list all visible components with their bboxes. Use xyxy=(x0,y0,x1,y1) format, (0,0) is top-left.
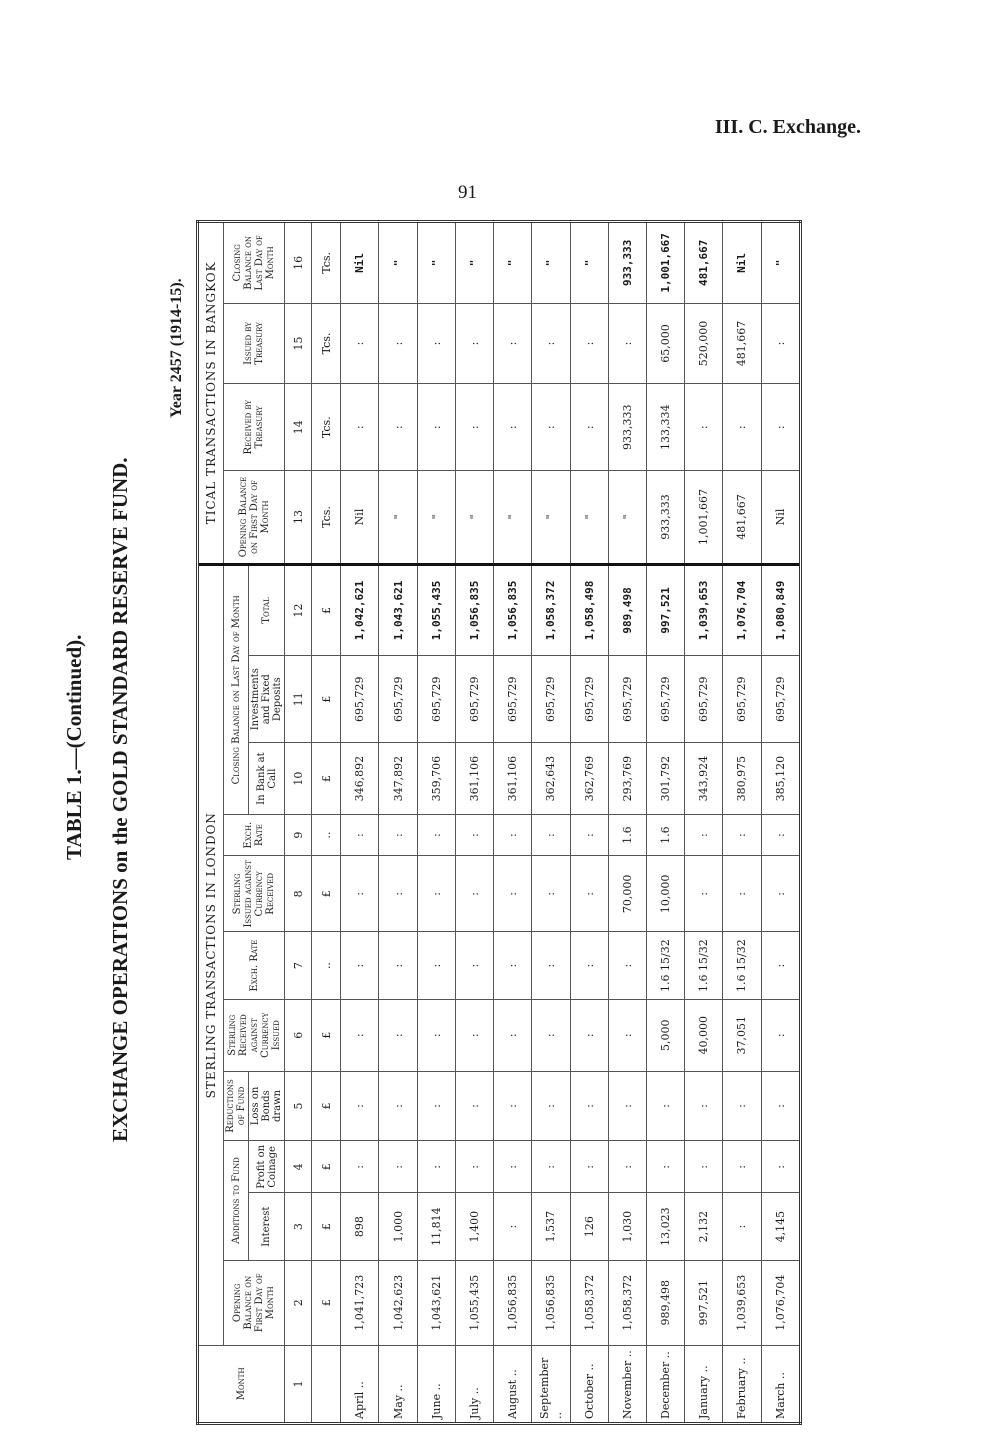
value-cell-c16: " xyxy=(379,222,417,304)
value-cell-c15: : xyxy=(570,303,608,383)
unit-cell: .. xyxy=(312,932,341,999)
value-cell-c10: 362,643 xyxy=(532,743,570,815)
header-investments: Investments and Fixed Deposits xyxy=(249,656,285,743)
col-number: 9 xyxy=(285,814,312,855)
value-cell-c13: " xyxy=(379,471,417,565)
header-tical-closing: Closing Balance on Last Day of Month xyxy=(224,222,285,304)
value-cell-c7: 1.6 15/32 xyxy=(685,932,723,999)
value-cell-c7: 1.6 15/32 xyxy=(723,932,761,999)
value-cell-c16: Nil xyxy=(341,222,379,304)
table-row xyxy=(685,222,723,1424)
value-cell-c11: 695,729 xyxy=(685,656,723,743)
value-cell-c6: : xyxy=(455,999,493,1071)
value-cell-c7: : xyxy=(341,932,379,999)
value-cell-c12: 1,056,835 xyxy=(494,564,532,655)
value-cell-c6: 37,051 xyxy=(723,999,761,1071)
header-tical-issued: Issued by Treasury xyxy=(224,303,285,383)
value-cell-c4: : xyxy=(455,1141,493,1193)
col-number: 12 xyxy=(285,564,312,655)
value-cell-c8: : xyxy=(532,856,570,932)
value-cell-c16: 933,333 xyxy=(608,222,646,304)
table-row xyxy=(608,222,646,1424)
header-month: Month xyxy=(198,1345,285,1423)
value-cell-c5: : xyxy=(417,1071,455,1141)
header-exch-rate-9: Exch. Rate xyxy=(224,814,285,855)
value-cell-c12: 1,080,849 xyxy=(761,564,800,655)
value-cell-c7: : xyxy=(417,932,455,999)
value-cell-c3: 13,023 xyxy=(646,1193,684,1260)
col-number: 16 xyxy=(285,222,312,304)
col-number: 4 xyxy=(285,1141,312,1193)
value-cell-c15: : xyxy=(761,303,800,383)
month-cell: June .. xyxy=(417,1345,455,1423)
value-cell-c13: 933,333 xyxy=(646,471,684,565)
value-cell-c7: : xyxy=(532,932,570,999)
unit-cell: £ xyxy=(312,1193,341,1260)
value-cell-c9: : xyxy=(341,814,379,855)
header-interest: Interest xyxy=(249,1193,285,1260)
value-cell-c16: " xyxy=(494,222,532,304)
col-number: 8 xyxy=(285,856,312,932)
header-in-bank: In Bank at Call xyxy=(249,743,285,815)
value-cell-c15: : xyxy=(455,303,493,383)
value-cell-c9: 1.6 xyxy=(646,814,684,855)
header-reductions: Reductions of Fund xyxy=(224,1071,249,1141)
value-cell-c13: " xyxy=(532,471,570,565)
value-cell-c4: : xyxy=(723,1141,761,1193)
value-cell-c14: : xyxy=(379,384,417,471)
col-number: 11 xyxy=(285,656,312,743)
value-cell-c12: 997,521 xyxy=(646,564,684,655)
value-cell-c6: 40,000 xyxy=(685,999,723,1071)
value-cell-c9: 1.6 xyxy=(608,814,646,855)
value-cell-c7: : xyxy=(570,932,608,999)
value-cell-c10: 361,106 xyxy=(494,743,532,815)
value-cell-c13: " xyxy=(608,471,646,565)
value-cell-c10: 346,892 xyxy=(341,743,379,815)
value-cell-c9: : xyxy=(494,814,532,855)
value-cell-c11: 695,729 xyxy=(494,656,532,743)
value-cell-c16: 1,001,667 xyxy=(646,222,684,304)
value-cell-c6: : xyxy=(608,999,646,1071)
column-number-row xyxy=(285,222,312,1424)
value-cell-c8: : xyxy=(417,856,455,932)
month-cell: October .. xyxy=(570,1345,608,1423)
value-cell-c14: : xyxy=(532,384,570,471)
value-cell-c10: 361,106 xyxy=(455,743,493,815)
value-cell-c7: : xyxy=(494,932,532,999)
col-number: 15 xyxy=(285,303,312,383)
units-row xyxy=(312,222,341,1424)
value-cell-c3: 126 xyxy=(570,1193,608,1260)
header-sterling-received: Sterling Received against Currency Issued xyxy=(224,999,285,1071)
value-cell-c12: 1,039,653 xyxy=(685,564,723,655)
header-sterling-issued: Sterling Issued against Currency Received xyxy=(224,856,285,932)
value-cell-c3: 1,030 xyxy=(608,1193,646,1260)
table-title: TABLE 1.—(Continued). xyxy=(62,634,86,860)
value-cell-c7: 1.6 15/32 xyxy=(646,932,684,999)
value-cell-c11: 695,729 xyxy=(455,656,493,743)
value-cell-c16: Nil xyxy=(723,222,761,304)
value-cell-c4: : xyxy=(608,1141,646,1193)
value-cell-c9: : xyxy=(532,814,570,855)
value-cell-c8: : xyxy=(761,856,800,932)
value-cell-c4: : xyxy=(494,1141,532,1193)
unit-cell: £ xyxy=(312,564,341,655)
header-london-section: STERLING TRANSACTIONS IN LONDON xyxy=(198,564,224,1345)
value-cell-c11: 695,729 xyxy=(723,656,761,743)
value-cell-c4: : xyxy=(685,1141,723,1193)
col-number: 1 xyxy=(285,1345,312,1423)
value-cell-c10: 385,120 xyxy=(761,743,800,815)
col-number: 14 xyxy=(285,384,312,471)
header-bangkok-section: TICAL TRANSACTIONS IN BANGKOK xyxy=(198,222,224,565)
value-cell-c2: 989,498 xyxy=(646,1260,684,1345)
value-cell-c9: : xyxy=(723,814,761,855)
value-cell-c2: 1,055,435 xyxy=(455,1260,493,1345)
value-cell-c12: 1,058,372 xyxy=(532,564,570,655)
value-cell-c2: 1,043,621 xyxy=(417,1260,455,1345)
value-cell-c15: : xyxy=(608,303,646,383)
value-cell-c5: : xyxy=(608,1071,646,1141)
value-cell-c7: : xyxy=(761,932,800,999)
section-header: III. C. Exchange. xyxy=(714,116,861,138)
value-cell-c11: 695,729 xyxy=(570,656,608,743)
value-cell-c12: 1,043,621 xyxy=(379,564,417,655)
header-tical-received: Received by Treasury xyxy=(224,384,285,471)
value-cell-c15: 65,000 xyxy=(646,303,684,383)
table-row xyxy=(646,222,684,1424)
value-cell-c7: : xyxy=(379,932,417,999)
year-label: Year 2457 (1914-15). xyxy=(168,278,185,418)
value-cell-c8: : xyxy=(379,856,417,932)
value-cell-c8: : xyxy=(570,856,608,932)
value-cell-c5: : xyxy=(455,1071,493,1141)
value-cell-c3: : xyxy=(494,1193,532,1260)
value-cell-c16: " xyxy=(417,222,455,304)
value-cell-c5: : xyxy=(723,1071,761,1141)
month-cell: April .. xyxy=(341,1345,379,1423)
table-row xyxy=(532,222,570,1424)
value-cell-c2: 1,058,372 xyxy=(570,1260,608,1345)
value-cell-c16: 481,667 xyxy=(685,222,723,304)
rotated-table-container xyxy=(196,220,802,1425)
unit-cell: Tcs. xyxy=(312,222,341,304)
value-cell-c5: : xyxy=(761,1071,800,1141)
value-cell-c8: : xyxy=(341,856,379,932)
value-cell-c11: 695,729 xyxy=(417,656,455,743)
month-cell: December .. xyxy=(646,1345,684,1423)
table-row xyxy=(494,222,532,1424)
value-cell-c2: 1,042,623 xyxy=(379,1260,417,1345)
month-cell: February .. xyxy=(723,1345,761,1423)
value-cell-c8: : xyxy=(685,856,723,932)
unit-cell: £ xyxy=(312,999,341,1071)
value-cell-c13: 1,001,667 xyxy=(685,471,723,565)
col-number: 2 xyxy=(285,1260,312,1345)
value-cell-c15: : xyxy=(532,303,570,383)
value-cell-c5: : xyxy=(341,1071,379,1141)
value-cell-c9: : xyxy=(761,814,800,855)
value-cell-c8: : xyxy=(494,856,532,932)
value-cell-c15: 520,000 xyxy=(685,303,723,383)
value-cell-c15: : xyxy=(379,303,417,383)
value-cell-c2: 1,056,835 xyxy=(494,1260,532,1345)
value-cell-c11: 695,729 xyxy=(532,656,570,743)
value-cell-c3: 1,400 xyxy=(455,1193,493,1260)
value-cell-c5: : xyxy=(494,1071,532,1141)
value-cell-c14: : xyxy=(455,384,493,471)
value-cell-c13: " xyxy=(455,471,493,565)
table-row xyxy=(341,222,379,1424)
header-tical-opening: Opening Balance on First Day of Month xyxy=(224,471,285,565)
value-cell-c12: 1,076,704 xyxy=(723,564,761,655)
exchange-table xyxy=(196,220,802,1425)
col-number: 10 xyxy=(285,743,312,815)
page-number: 91 xyxy=(458,182,477,203)
table-row xyxy=(761,222,800,1424)
value-cell-c16: " xyxy=(532,222,570,304)
month-cell: March .. xyxy=(761,1345,800,1423)
month-cell: January .. xyxy=(685,1345,723,1423)
value-cell-c2: 1,058,372 xyxy=(608,1260,646,1345)
value-cell-c11: 695,729 xyxy=(379,656,417,743)
table-row xyxy=(455,222,493,1424)
value-cell-c7: : xyxy=(455,932,493,999)
value-cell-c2: 997,521 xyxy=(685,1260,723,1345)
unit-cell: £ xyxy=(312,1141,341,1193)
value-cell-c14: : xyxy=(417,384,455,471)
value-cell-c3: 1,537 xyxy=(532,1193,570,1260)
value-cell-c4: : xyxy=(417,1141,455,1193)
value-cell-c13: Nil xyxy=(761,471,800,565)
value-cell-c10: 343,924 xyxy=(685,743,723,815)
table-row xyxy=(379,222,417,1424)
unit-cell: .. xyxy=(312,814,341,855)
value-cell-c12: 1,056,835 xyxy=(455,564,493,655)
value-cell-c14: : xyxy=(570,384,608,471)
value-cell-c10: 362,769 xyxy=(570,743,608,815)
value-cell-c3: 4,145 xyxy=(761,1193,800,1260)
value-cell-c2: 1,041,723 xyxy=(341,1260,379,1345)
value-cell-c9: : xyxy=(685,814,723,855)
value-cell-c14: : xyxy=(761,384,800,471)
unit-cell: £ xyxy=(312,656,341,743)
table-body xyxy=(312,222,801,1424)
value-cell-c11: 695,729 xyxy=(341,656,379,743)
value-cell-c15: : xyxy=(494,303,532,383)
value-cell-c16: " xyxy=(761,222,800,304)
unit-cell: £ xyxy=(312,1071,341,1141)
value-cell-c14: : xyxy=(685,384,723,471)
value-cell-c11: 695,729 xyxy=(646,656,684,743)
month-cell: May .. xyxy=(379,1345,417,1423)
value-cell-c16: " xyxy=(455,222,493,304)
value-cell-c3: 2,132 xyxy=(685,1193,723,1260)
value-cell-c6: : xyxy=(570,999,608,1071)
header-opening-balance: Opening Balance on First Day of Month xyxy=(224,1260,285,1345)
value-cell-c8: 70,000 xyxy=(608,856,646,932)
value-cell-c6: : xyxy=(494,999,532,1071)
unit-cell: £ xyxy=(312,743,341,815)
month-cell: July .. xyxy=(455,1345,493,1423)
value-cell-c2: 1,039,653 xyxy=(723,1260,761,1345)
value-cell-c8: : xyxy=(723,856,761,932)
header-exch-rate-7: Exch. Rate xyxy=(224,932,285,999)
value-cell-c4: : xyxy=(532,1141,570,1193)
value-cell-c6: 5,000 xyxy=(646,999,684,1071)
value-cell-c9: : xyxy=(379,814,417,855)
value-cell-c15: : xyxy=(341,303,379,383)
value-cell-c6: : xyxy=(341,999,379,1071)
value-cell-c13: " xyxy=(570,471,608,565)
table-subtitle: EXCHANGE OPERATIONS on the GOLD STANDARD RESERVE FUND. xyxy=(108,457,132,1142)
value-cell-c13: 481,667 xyxy=(723,471,761,565)
value-cell-c3: 11,814 xyxy=(417,1193,455,1260)
col-number: 6 xyxy=(285,999,312,1071)
value-cell-c10: 301,792 xyxy=(646,743,684,815)
value-cell-c14: 933,333 xyxy=(608,384,646,471)
value-cell-c10: 380,975 xyxy=(723,743,761,815)
value-cell-c8: 10,000 xyxy=(646,856,684,932)
value-cell-c15: : xyxy=(417,303,455,383)
value-cell-c15: 481,667 xyxy=(723,303,761,383)
value-cell-c6: : xyxy=(532,999,570,1071)
col-number: 7 xyxy=(285,932,312,999)
header-additions: Additions to Fund xyxy=(224,1141,249,1261)
unit-cell: £ xyxy=(312,856,341,932)
value-cell-c6: : xyxy=(379,999,417,1071)
col-number: 5 xyxy=(285,1071,312,1141)
value-cell-c12: 1,055,435 xyxy=(417,564,455,655)
value-cell-c13: " xyxy=(494,471,532,565)
unit-cell: Tcs. xyxy=(312,471,341,565)
value-cell-c11: 695,729 xyxy=(608,656,646,743)
value-cell-c4: : xyxy=(570,1141,608,1193)
value-cell-c13: Nil xyxy=(341,471,379,565)
value-cell-c12: 989,498 xyxy=(608,564,646,655)
value-cell-c5: : xyxy=(685,1071,723,1141)
value-cell-c5: : xyxy=(570,1071,608,1141)
value-cell-c9: : xyxy=(570,814,608,855)
value-cell-c3: 1,000 xyxy=(379,1193,417,1260)
value-cell-c3: 898 xyxy=(341,1193,379,1260)
value-cell-c4: : xyxy=(341,1141,379,1193)
value-cell-c10: 359,706 xyxy=(417,743,455,815)
col-number: 3 xyxy=(285,1193,312,1260)
value-cell-c10: 293,769 xyxy=(608,743,646,815)
value-cell-c4: : xyxy=(646,1141,684,1193)
value-cell-c3: : xyxy=(723,1193,761,1260)
header-total: Total xyxy=(249,564,285,655)
value-cell-c11: 695,729 xyxy=(761,656,800,743)
table-row xyxy=(570,222,608,1424)
header-profit-coinage: Profit on Coinage xyxy=(249,1141,285,1193)
value-cell-c4: : xyxy=(761,1141,800,1193)
header-loss-bonds: Loss on Bonds drawn xyxy=(249,1071,285,1141)
value-cell-c8: : xyxy=(455,856,493,932)
value-cell-c13: " xyxy=(417,471,455,565)
value-cell-c12: 1,042,621 xyxy=(341,564,379,655)
value-cell-c9: : xyxy=(455,814,493,855)
header-closing-balance: Closing Balance on Last Day of Month xyxy=(224,564,249,814)
unit-cell: Tcs. xyxy=(312,384,341,471)
month-cell: November .. xyxy=(608,1345,646,1423)
value-cell-c2: 1,076,704 xyxy=(761,1260,800,1345)
value-cell-c5: : xyxy=(379,1071,417,1141)
month-cell: September .. xyxy=(532,1345,570,1423)
value-cell-c16: " xyxy=(570,222,608,304)
value-cell-c9: : xyxy=(417,814,455,855)
unit-cell: £ xyxy=(312,1260,341,1345)
value-cell-c4: : xyxy=(379,1141,417,1193)
unit-cell xyxy=(312,1345,341,1423)
value-cell-c14: 133,334 xyxy=(646,384,684,471)
value-cell-c12: 1,058,498 xyxy=(570,564,608,655)
col-number: 13 xyxy=(285,471,312,565)
table-row xyxy=(723,222,761,1424)
unit-cell: Tcs. xyxy=(312,303,341,383)
value-cell-c14: : xyxy=(494,384,532,471)
value-cell-c5: : xyxy=(532,1071,570,1141)
value-cell-c10: 347,892 xyxy=(379,743,417,815)
value-cell-c6: : xyxy=(761,999,800,1071)
value-cell-c2: 1,056,835 xyxy=(532,1260,570,1345)
value-cell-c7: : xyxy=(608,932,646,999)
value-cell-c14: : xyxy=(723,384,761,471)
value-cell-c5: : xyxy=(646,1071,684,1141)
table-row xyxy=(417,222,455,1424)
value-cell-c14: : xyxy=(341,384,379,471)
value-cell-c6: : xyxy=(417,999,455,1071)
month-cell: August .. xyxy=(494,1345,532,1423)
